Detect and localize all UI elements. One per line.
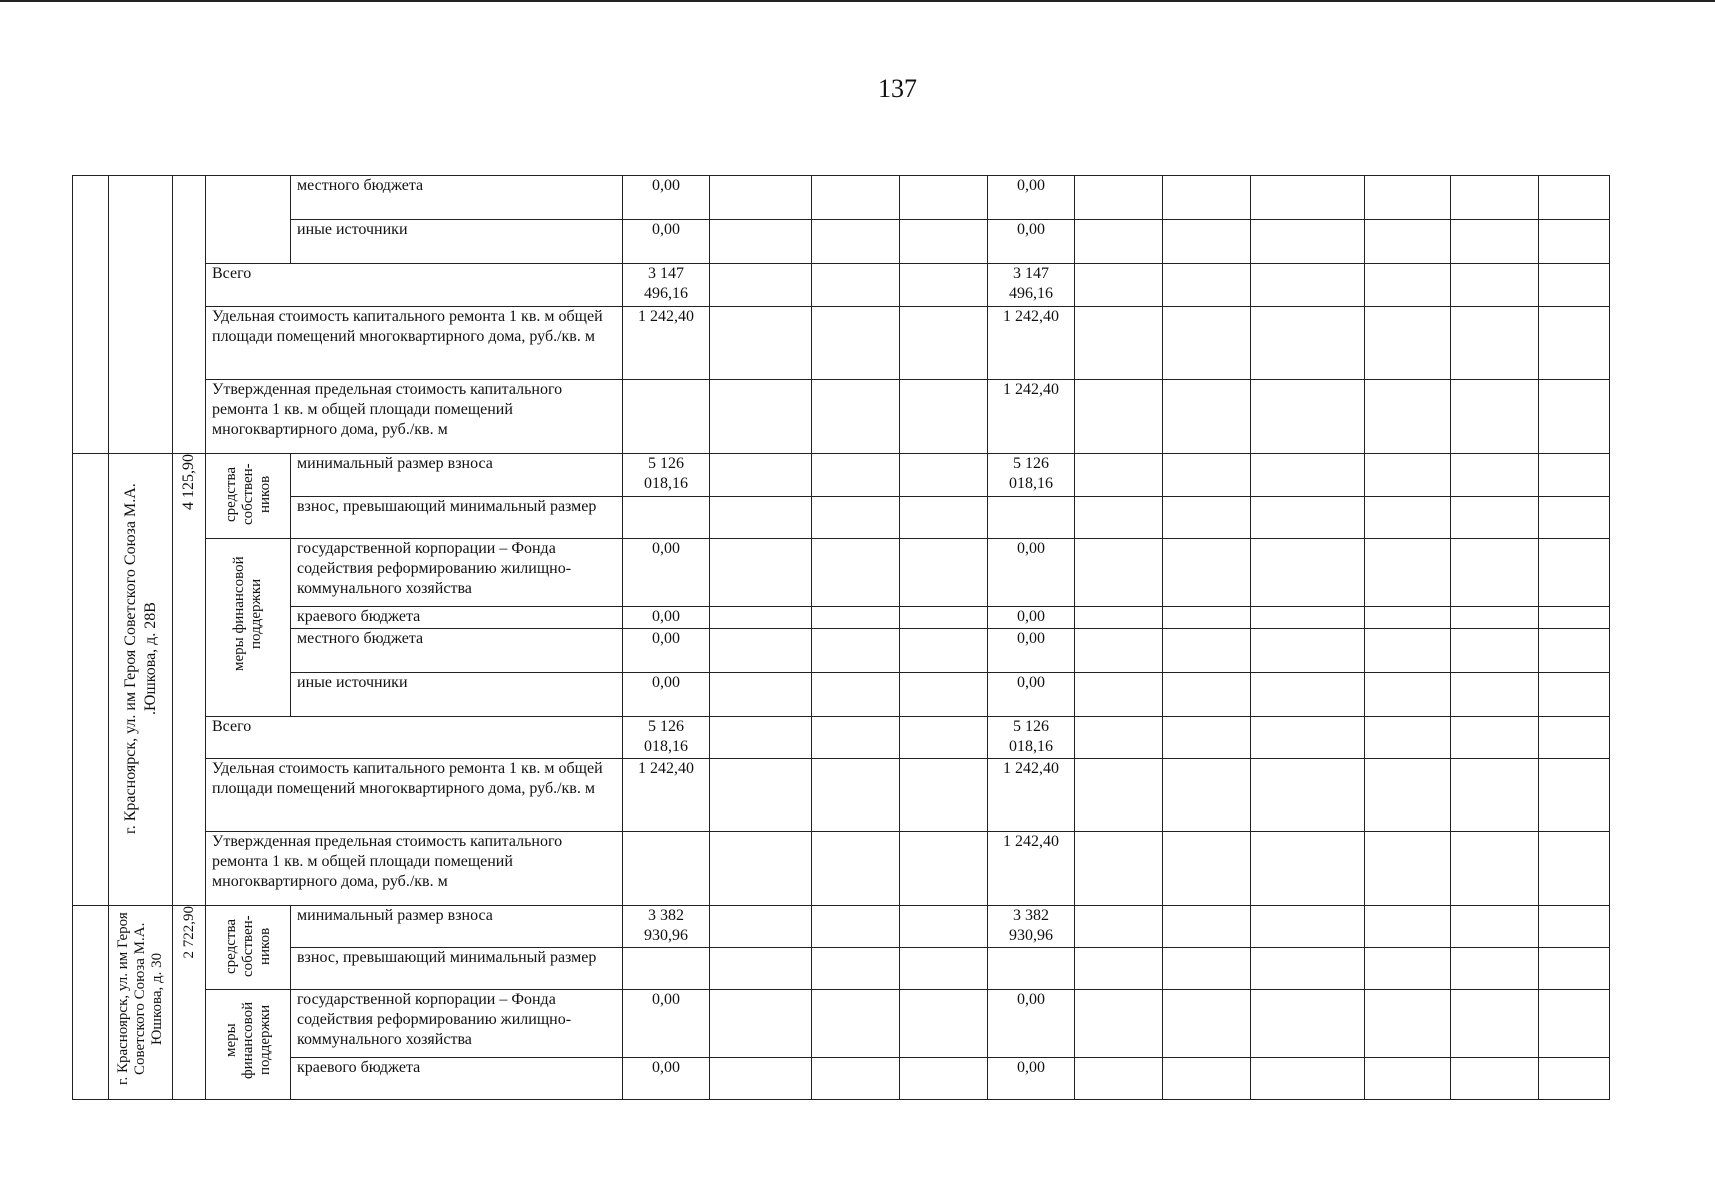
address-cell bbox=[109, 176, 173, 454]
table-row bbox=[73, 380, 1610, 454]
area-value: 4 125,90 bbox=[180, 454, 197, 510]
value-cell: 1 242,40 bbox=[988, 380, 1075, 454]
value-cell: 1 242,40 bbox=[988, 759, 1075, 832]
table-row bbox=[73, 176, 1610, 220]
value-cell: 5 126 018,16 bbox=[988, 717, 1075, 759]
value-cell: 3 382 930,96 bbox=[988, 906, 1075, 948]
financial-support-group bbox=[206, 990, 291, 1100]
source-label: взнос, превышающий минимальный размер bbox=[291, 497, 623, 539]
source-label: краевого бюджета bbox=[291, 607, 623, 629]
total-value: 3 382 930,96 bbox=[623, 906, 710, 948]
table-row bbox=[73, 629, 1610, 673]
value-cell bbox=[988, 948, 1075, 990]
area-cell bbox=[173, 906, 206, 1100]
financial-support-label: меры финансовой поддержки bbox=[222, 1001, 273, 1079]
value-cell: 3 147 496,16 bbox=[988, 264, 1075, 307]
row-number-cell bbox=[73, 906, 109, 1100]
row-number-cell bbox=[73, 454, 109, 906]
table-row bbox=[73, 220, 1610, 264]
total-value: 0,00 bbox=[623, 176, 710, 220]
source-label: минимальный размер взноса bbox=[291, 454, 623, 497]
total-value: 0,00 bbox=[623, 1058, 710, 1100]
limit-cost-label: Утвержденная предельная стоимость капитального ремонта 1 кв. м общей площади помещений многоквартирного дома, руб./кв. м bbox=[206, 832, 623, 906]
owners-funds-label: средства собствен-ников bbox=[222, 915, 273, 977]
financial-support-label: меры финансовой поддержки bbox=[231, 556, 264, 672]
value-cell: 1 242,40 bbox=[988, 832, 1075, 906]
value-cell: 0,00 bbox=[988, 1058, 1075, 1100]
owners-funds-group bbox=[206, 906, 291, 990]
total-value: 0,00 bbox=[623, 990, 710, 1058]
source-label: государственной корпорации – Фонда содействия реформированию жилищно-коммунального хозяйства bbox=[291, 990, 623, 1058]
financial-support-group bbox=[206, 539, 291, 717]
source-label: минимальный размер взноса bbox=[291, 906, 623, 948]
area-cell bbox=[173, 176, 206, 454]
source-label: краевого бюджета bbox=[291, 1058, 623, 1100]
limit-cost-label: Утвержденная предельная стоимость капитального ремонта 1 кв. м общей площади помещений многоквартирного дома, руб./кв. м bbox=[206, 380, 623, 454]
total-label: Всего bbox=[206, 717, 623, 759]
value-cell: 0,00 bbox=[988, 176, 1075, 220]
value-cell: 0,00 bbox=[988, 673, 1075, 717]
value-cell: 5 126 018,16 bbox=[988, 454, 1075, 497]
table-row bbox=[73, 607, 1610, 629]
row-number-cell bbox=[73, 176, 109, 454]
specific-cost-label: Удельная стоимость капитального ремонта 1 кв. м общей площади помещений многоквартирного дома, руб./кв. м bbox=[206, 759, 623, 832]
source-label: местного бюджета bbox=[291, 629, 623, 673]
total-value bbox=[623, 832, 710, 906]
area-cell bbox=[173, 454, 206, 906]
value-cell: 0,00 bbox=[988, 990, 1075, 1058]
total-value: 0,00 bbox=[623, 539, 710, 607]
source-label: местного бюджета bbox=[291, 176, 623, 220]
owners-funds-label: средства собствен-ников bbox=[222, 463, 273, 525]
address-text: г. Красноярск, ул. им Героя Советского Союза М.А. Юшкова, д. 30 bbox=[115, 912, 165, 1086]
source-label: государственной корпорации – Фонда содействия реформированию жилищно-коммунального хозяйства bbox=[291, 539, 623, 607]
total-value: 5 126 018,16 bbox=[623, 717, 710, 759]
top-border-line bbox=[0, 0, 1715, 2]
source-label: взнос, превышающий минимальный размер bbox=[291, 948, 623, 990]
total-label: Всего bbox=[206, 264, 623, 307]
total-value: 1 242,40 bbox=[623, 759, 710, 832]
table-row bbox=[73, 497, 1610, 539]
total-value bbox=[623, 948, 710, 990]
owners-funds-group bbox=[206, 454, 291, 539]
total-value: 1 242,40 bbox=[623, 307, 710, 380]
page-number: 137 bbox=[878, 74, 917, 103]
table-row bbox=[73, 832, 1610, 906]
address-cell bbox=[109, 906, 173, 1100]
source-label: иные источники bbox=[291, 673, 623, 717]
table-row bbox=[73, 1058, 1610, 1100]
total-value bbox=[623, 497, 710, 539]
source-label: иные источники bbox=[291, 220, 623, 264]
total-value: 0,00 bbox=[623, 629, 710, 673]
value-cell: 0,00 bbox=[988, 629, 1075, 673]
total-value: 0,00 bbox=[623, 673, 710, 717]
value-cell bbox=[988, 497, 1075, 539]
table-row bbox=[73, 673, 1610, 717]
area-value: 2 722,90 bbox=[180, 906, 197, 959]
table-row bbox=[73, 759, 1610, 832]
value-cell: 0,00 bbox=[988, 607, 1075, 629]
specific-cost-label: Удельная стоимость капитального ремонта 1 кв. м общей площади помещений многоквартирного дома, руб./кв. м bbox=[206, 307, 623, 380]
group-cell bbox=[206, 176, 291, 264]
value-cell: 0,00 bbox=[988, 220, 1075, 264]
table-row bbox=[73, 264, 1610, 307]
address-cell bbox=[109, 454, 173, 906]
capital-repair-table bbox=[72, 175, 1610, 1100]
table-row bbox=[73, 539, 1610, 607]
table-row bbox=[73, 717, 1610, 759]
table-row bbox=[73, 990, 1610, 1058]
value-cell: 0,00 bbox=[988, 539, 1075, 607]
total-value: 5 126 018,16 bbox=[623, 454, 710, 497]
total-value: 3 147 496,16 bbox=[623, 264, 710, 307]
table-row bbox=[73, 948, 1610, 990]
table-row bbox=[73, 454, 1610, 497]
address-text: г. Красноярск, ул. им Героя Советского Союза М.А. .Юшкова, д. 28В bbox=[121, 483, 159, 835]
total-value: 0,00 bbox=[623, 220, 710, 264]
value-cell: 1 242,40 bbox=[988, 307, 1075, 380]
total-value: 0,00 bbox=[623, 607, 710, 629]
table-row bbox=[73, 307, 1610, 380]
total-value bbox=[623, 380, 710, 454]
table-row bbox=[73, 906, 1610, 948]
